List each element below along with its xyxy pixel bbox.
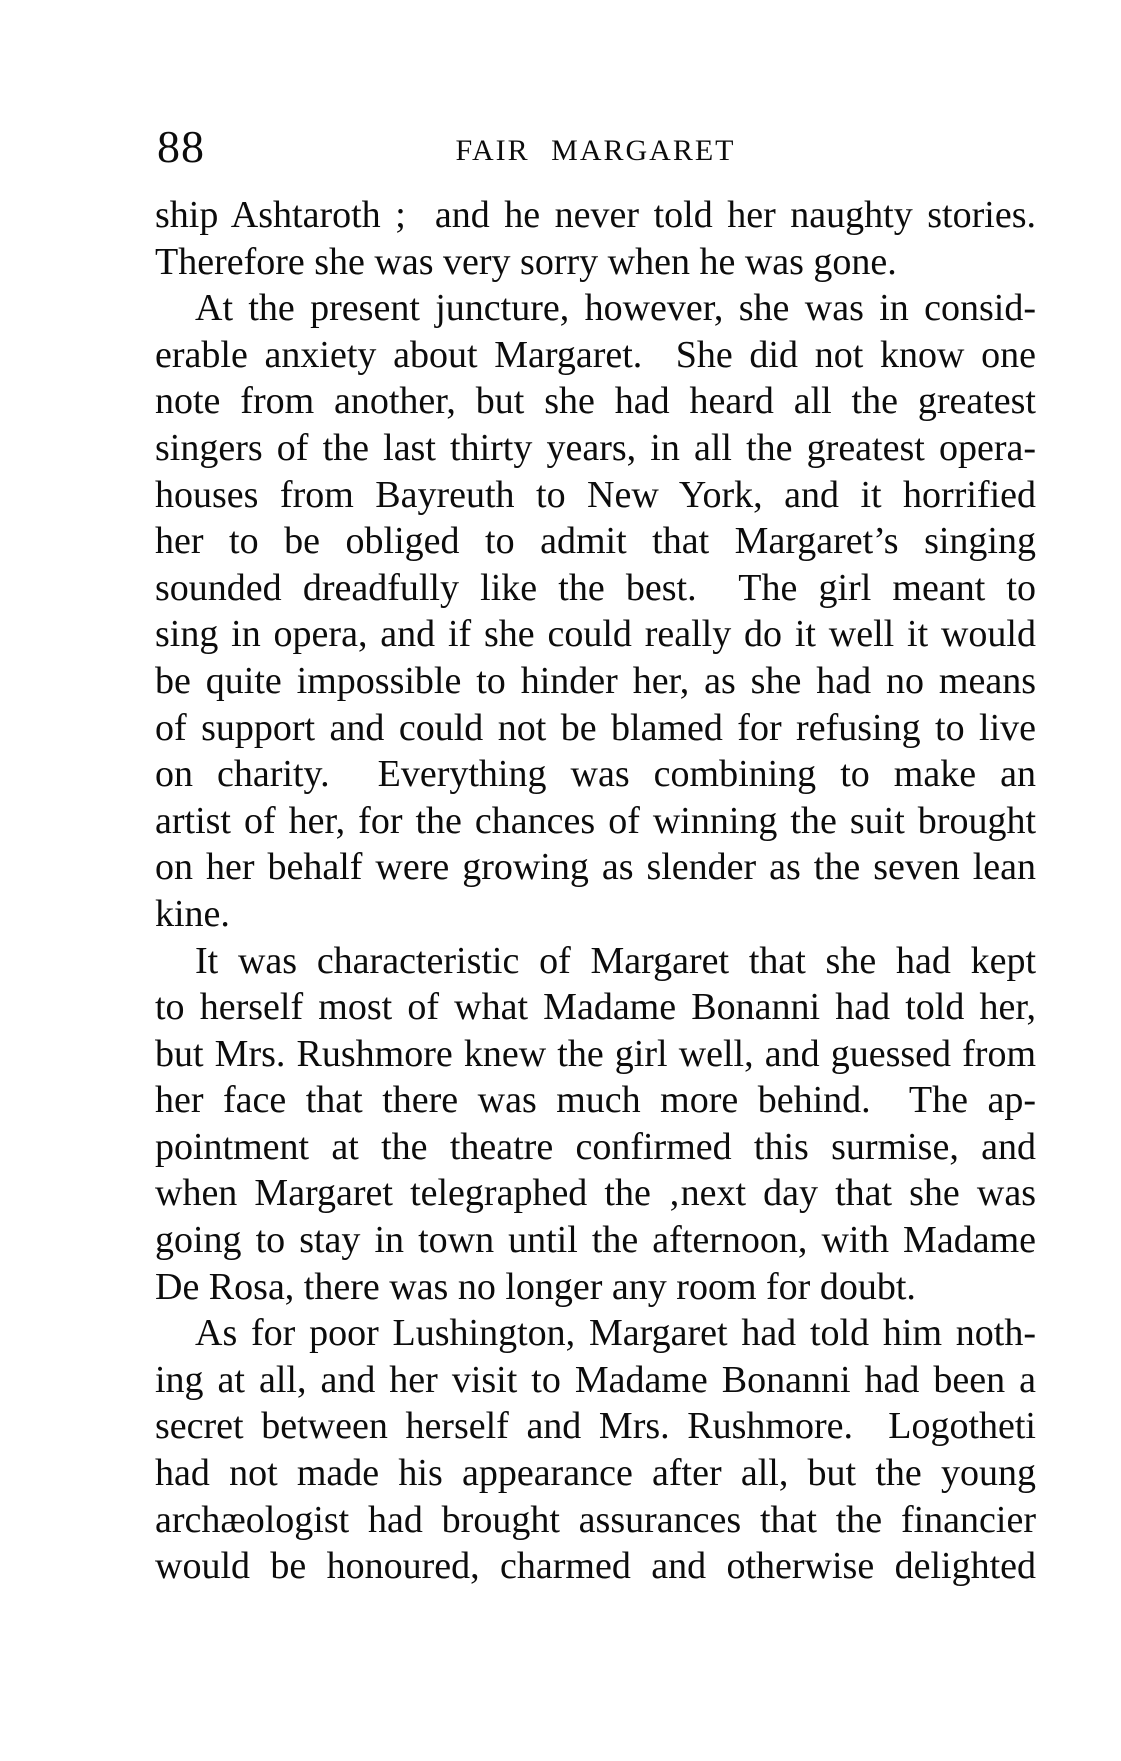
text-line: kine. <box>155 892 230 935</box>
text-line: artist of her, for the chances of winning the suit brought <box>155 799 1036 842</box>
text-line: erable anxiety about Margaret. She did not know one <box>155 333 1036 376</box>
text-line: ship Ashtaroth ; and he never told her naughty stories. <box>155 194 1036 236</box>
text-line: It was characteristic of Margaret that she had kept <box>195 939 1036 982</box>
text-line: sing in opera, and if she could really do it well it would <box>155 613 1036 656</box>
text-line: note from another, but she had heard all the greatest <box>155 380 1036 423</box>
text-line: to herself most of what Madame Bonanni had told her, <box>155 986 1036 1029</box>
text-line: pointment at the theatre confirmed this surmise, and <box>155 1125 1036 1168</box>
text-line: when Margaret telegraphed the ‚next day that she was <box>155 1172 1036 1215</box>
text-line: As for poor Lushington, Margaret had told him noth- <box>195 1312 1036 1355</box>
text-line: on her behalf were growing as slender as the seven lean <box>155 846 1036 889</box>
text-line: going to stay in town until the afternoon, with Madame <box>155 1219 1036 1262</box>
text-line: her to be obliged to admit that Margaret’s singing <box>155 520 1036 563</box>
text-line: At the present juncture, however, she was in consid- <box>195 287 1036 330</box>
text-line: Therefore she was very sorry when he was gone. <box>155 240 897 283</box>
text-line: her face that there was much more behind. The ap- <box>155 1079 1036 1122</box>
page-number: 88 <box>157 121 205 172</box>
running-title: FAIR MARGARET <box>455 134 736 167</box>
text-line: sounded dreadfully like the best. The girl meant to <box>155 566 1036 609</box>
text-line: of support and could not be blamed for refusing to live <box>155 706 1036 749</box>
page-body-text <box>155 192 1036 1590</box>
text-line: be quite impossible to hinder her, as she had no means <box>155 659 1036 702</box>
text-line: would be honoured, charmed and otherwise delighted <box>155 1545 1036 1588</box>
text-line: had not made his appearance after all, but the young <box>155 1452 1036 1495</box>
text-line: De Rosa, there was no longer any room for doubt. <box>155 1265 916 1308</box>
text-line: houses from Bayreuth to New York, and it horrified <box>155 473 1036 516</box>
text-line: singers of the last thirty years, in all the greatest opera- <box>155 426 1036 469</box>
page-header <box>155 0 1036 180</box>
text-line: on charity. Everything was combining to make an <box>155 753 1036 796</box>
text-line: secret between herself and Mrs. Rushmore. Logotheti <box>155 1405 1036 1448</box>
text-line: but Mrs. Rushmore knew the girl well, and guessed from <box>155 1032 1036 1075</box>
text-line: archæologist had brought assurances that the financier <box>155 1498 1036 1541</box>
text-line: ing at all, and her visit to Madame Bonanni had been a <box>155 1358 1036 1401</box>
